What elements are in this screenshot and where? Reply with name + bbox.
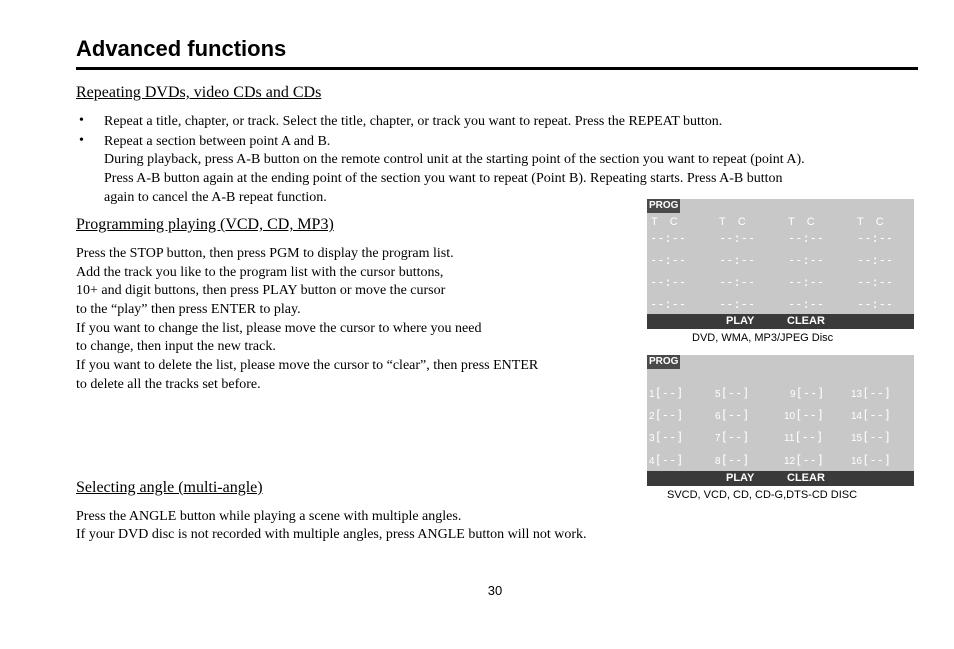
- program-entry[interactable]: --:--: [650, 253, 687, 267]
- program-entry[interactable]: --:--: [719, 231, 756, 245]
- program-slot[interactable]: 3[--]: [649, 430, 684, 444]
- programming-line: If you want to change the list, please move the cursor to where you need: [76, 321, 482, 336]
- programming-line: to change, then input the new track.: [76, 339, 276, 354]
- page-title: Advanced functions: [76, 36, 287, 61]
- bullet-dot: •: [79, 113, 84, 128]
- program-slot[interactable]: 6[--]: [715, 408, 750, 422]
- program-slot[interactable]: 9[--]: [790, 386, 825, 400]
- program-slot[interactable]: 12[--]: [784, 453, 825, 467]
- program-entry[interactable]: --:--: [719, 253, 756, 267]
- programming-line: to delete all the tracks set before.: [76, 377, 261, 392]
- program-slot[interactable]: 14[--]: [851, 408, 892, 422]
- angle-line: Press the ANGLE button while playing a scene with multiple angles.: [76, 509, 462, 524]
- programming-line: Press the STOP button, then press PGM to display the program list.: [76, 246, 454, 261]
- program-screen-dvd: [647, 199, 914, 329]
- program-entry[interactable]: --:--: [650, 297, 687, 311]
- program-slot[interactable]: 8[--]: [715, 453, 750, 467]
- program-slot[interactable]: 11[--]: [784, 430, 824, 444]
- program-entry[interactable]: --:--: [857, 231, 894, 245]
- play-button[interactable]: PLAY: [726, 472, 755, 484]
- play-button[interactable]: PLAY: [726, 315, 755, 327]
- repeat-detail-3: again to cancel the A-B repeat function.: [104, 190, 327, 205]
- prog-tag: PROG: [649, 356, 679, 367]
- repeat-heading: Repeating DVDs, video CDs and CDs: [76, 84, 322, 101]
- column-header: T C: [788, 216, 815, 228]
- program-slot[interactable]: 5[--]: [715, 386, 750, 400]
- program-action-bar: [647, 471, 914, 486]
- program-screen-cd: [647, 355, 914, 486]
- clear-button[interactable]: CLEAR: [787, 315, 825, 327]
- program-entry-selected[interactable]: [650, 231, 686, 245]
- program-entry[interactable]: --:--: [719, 275, 756, 289]
- program-slot[interactable]: 2[--]: [649, 408, 684, 422]
- program-slot-selected[interactable]: 1[--]: [649, 386, 684, 400]
- program-entry[interactable]: --:--: [857, 297, 894, 311]
- program-slot[interactable]: 4[--]: [649, 453, 684, 467]
- programming-line: 10+ and digit buttons, then press PLAY button or move the cursor: [76, 283, 446, 298]
- programming-heading: Programming playing (VCD, CD, MP3): [76, 216, 334, 233]
- program-entry[interactable]: --:--: [788, 275, 825, 289]
- column-header: T C: [651, 216, 678, 228]
- programming-line: Add the track you like to the program list with the cursor buttons,: [76, 265, 444, 280]
- bullet-dot: •: [79, 133, 84, 148]
- program-entry[interactable]: --:--: [650, 275, 687, 289]
- title-rule: [76, 67, 918, 70]
- program-action-bar: [647, 314, 914, 329]
- program-slot[interactable]: 7[--]: [715, 430, 750, 444]
- program-entry[interactable]: --:--: [788, 297, 825, 311]
- programming-line: If you want to delete the list, please move the cursor to “clear”, then press ENTER: [76, 358, 539, 373]
- program-entry[interactable]: --:--: [719, 297, 756, 311]
- programming-line: to the “play” then press ENTER to play.: [76, 302, 301, 317]
- program-slot[interactable]: 15[--]: [851, 430, 892, 444]
- program-entry[interactable]: --:--: [788, 253, 825, 267]
- entry-rest: :--: [664, 231, 687, 245]
- page-number: 30: [487, 583, 503, 598]
- repeat-bullet-2: Repeat a section between point A and B.: [104, 134, 331, 149]
- angle-heading: Selecting angle (multi-angle): [76, 479, 263, 496]
- repeat-detail-1: During playback, press A-B button on the remote control unit at the starting point of the section you want to repeat (point A).: [104, 152, 805, 167]
- entry-cursor: --: [650, 231, 665, 245]
- repeat-bullet-1: Repeat a title, chapter, or track. Select the title, chapter, or track you want to repeat. Press the REPEAT button.: [104, 114, 723, 129]
- program-slot[interactable]: 13[--]: [851, 386, 892, 400]
- program-slot[interactable]: 10[--]: [784, 408, 825, 422]
- program-slot[interactable]: 16[--]: [851, 453, 892, 467]
- column-header: T C: [719, 216, 746, 228]
- repeat-detail-2: Press A-B button again at the ending point of the section you want to repeat (Point B). Repeating starts. Press A-B button: [104, 171, 783, 186]
- program-entry[interactable]: --:--: [788, 231, 825, 245]
- prog-tag: PROG: [649, 200, 679, 211]
- screen-caption: SVCD, VCD, CD, CD-G,DTS-CD DISC: [667, 489, 858, 501]
- column-header: T C: [857, 216, 884, 228]
- program-entry[interactable]: --:--: [857, 275, 894, 289]
- program-entry[interactable]: --:--: [857, 253, 894, 267]
- clear-button[interactable]: CLEAR: [787, 472, 825, 484]
- angle-line: If your DVD disc is not recorded with multiple angles, press ANGLE button will not work.: [76, 527, 587, 542]
- screen-caption: DVD, WMA, MP3/JPEG Disc: [692, 332, 834, 344]
